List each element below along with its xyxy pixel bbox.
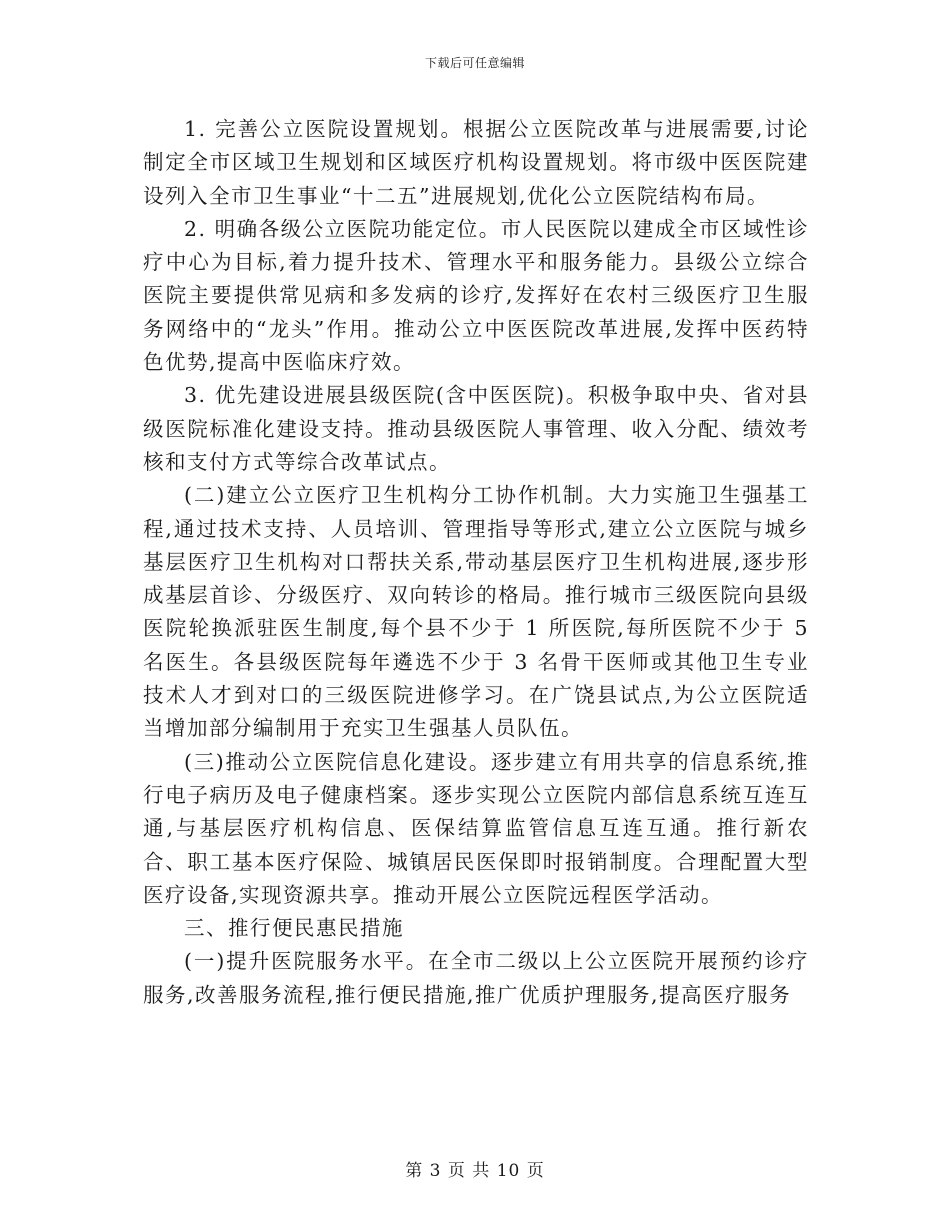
- page-header-note: 下载后可任意编辑: [424, 56, 525, 70]
- paragraph-2: 2. 明确各级公立医院功能定位。市人民医院以建成全市区域性诊疗中心为目标,着力提升技术、管理水平和服务能力。县级公立综合医院主要提供常见病和多发病的诊疗,发挥好在农村三级医疗卫生服务网络中的“龙头”作用。推动公立中医医院改革进展,发挥中医药特色优势,提高中医临床疗效。: [143, 216, 809, 375]
- section-heading: 三、推行便民惠民措施: [184, 916, 404, 941]
- paragraph-4: (二)建立公立医疗卫生机构分工协作机制。大力实施卫生强基工程,通过技术支持、人员培训、管理指导等形式,建立公立医院与城乡基层医疗卫生机构对口帮扶关系,带动基层医疗卫生机构进展,逐步形成基层首诊、分级医疗、双向转诊的格局。推行城市三级医院向县级医院轮换派驻医生制度,每个县不少于 1 所医院,每所医院不少于 5 名医生。各县级医院每年遴选不少于 3 名骨干医师或其他卫生专业技术人才到对口的三级医院进修学习。在广饶县试点,为公立医院适当增加部分编制用于充实卫生强基人员队伍。: [143, 483, 809, 741]
- paragraph-7: (一)提升医院服务水平。在全市二级以上公立医院开展预约诊疗服务,改善服务流程,推行便民措施,推广优质护理服务,提高医疗服务: [143, 949, 809, 1007]
- paragraph-1: 1. 完善公立医院设置规划。根据公立医院改革与进展需要,讨论制定全市区域卫生规划和区域医疗机构设置规划。将市级中医医院建设列入全市卫生事业“十二五”进展规划,优化公立医院结构布局。: [143, 117, 809, 208]
- document-body: [143, 113, 809, 1012]
- paragraph-5: (三)推动公立医院信息化建设。逐步建立有用共享的信息系统,推行电子病历及电子健康档案。逐步实现公立医院内部信息系统互连互通,与基层医疗机构信息、医保结算监管信息互连互通。推行新农合、职工基本医疗保险、城镇居民医保即时报销制度。合理配置大型医疗设备,实现资源共享。推动开展公立医院远程医学活动。: [143, 749, 809, 907]
- page-number: 第 3 页 共 10 页: [405, 1161, 545, 1181]
- paragraph-3: 3. 优先建设进展县级医院(含中医医院)。积极争取中央、省对县级医院标准化建设支持。推动县级医院人事管理、收入分配、绩效考核和支付方式等综合改革试点。: [143, 383, 809, 474]
